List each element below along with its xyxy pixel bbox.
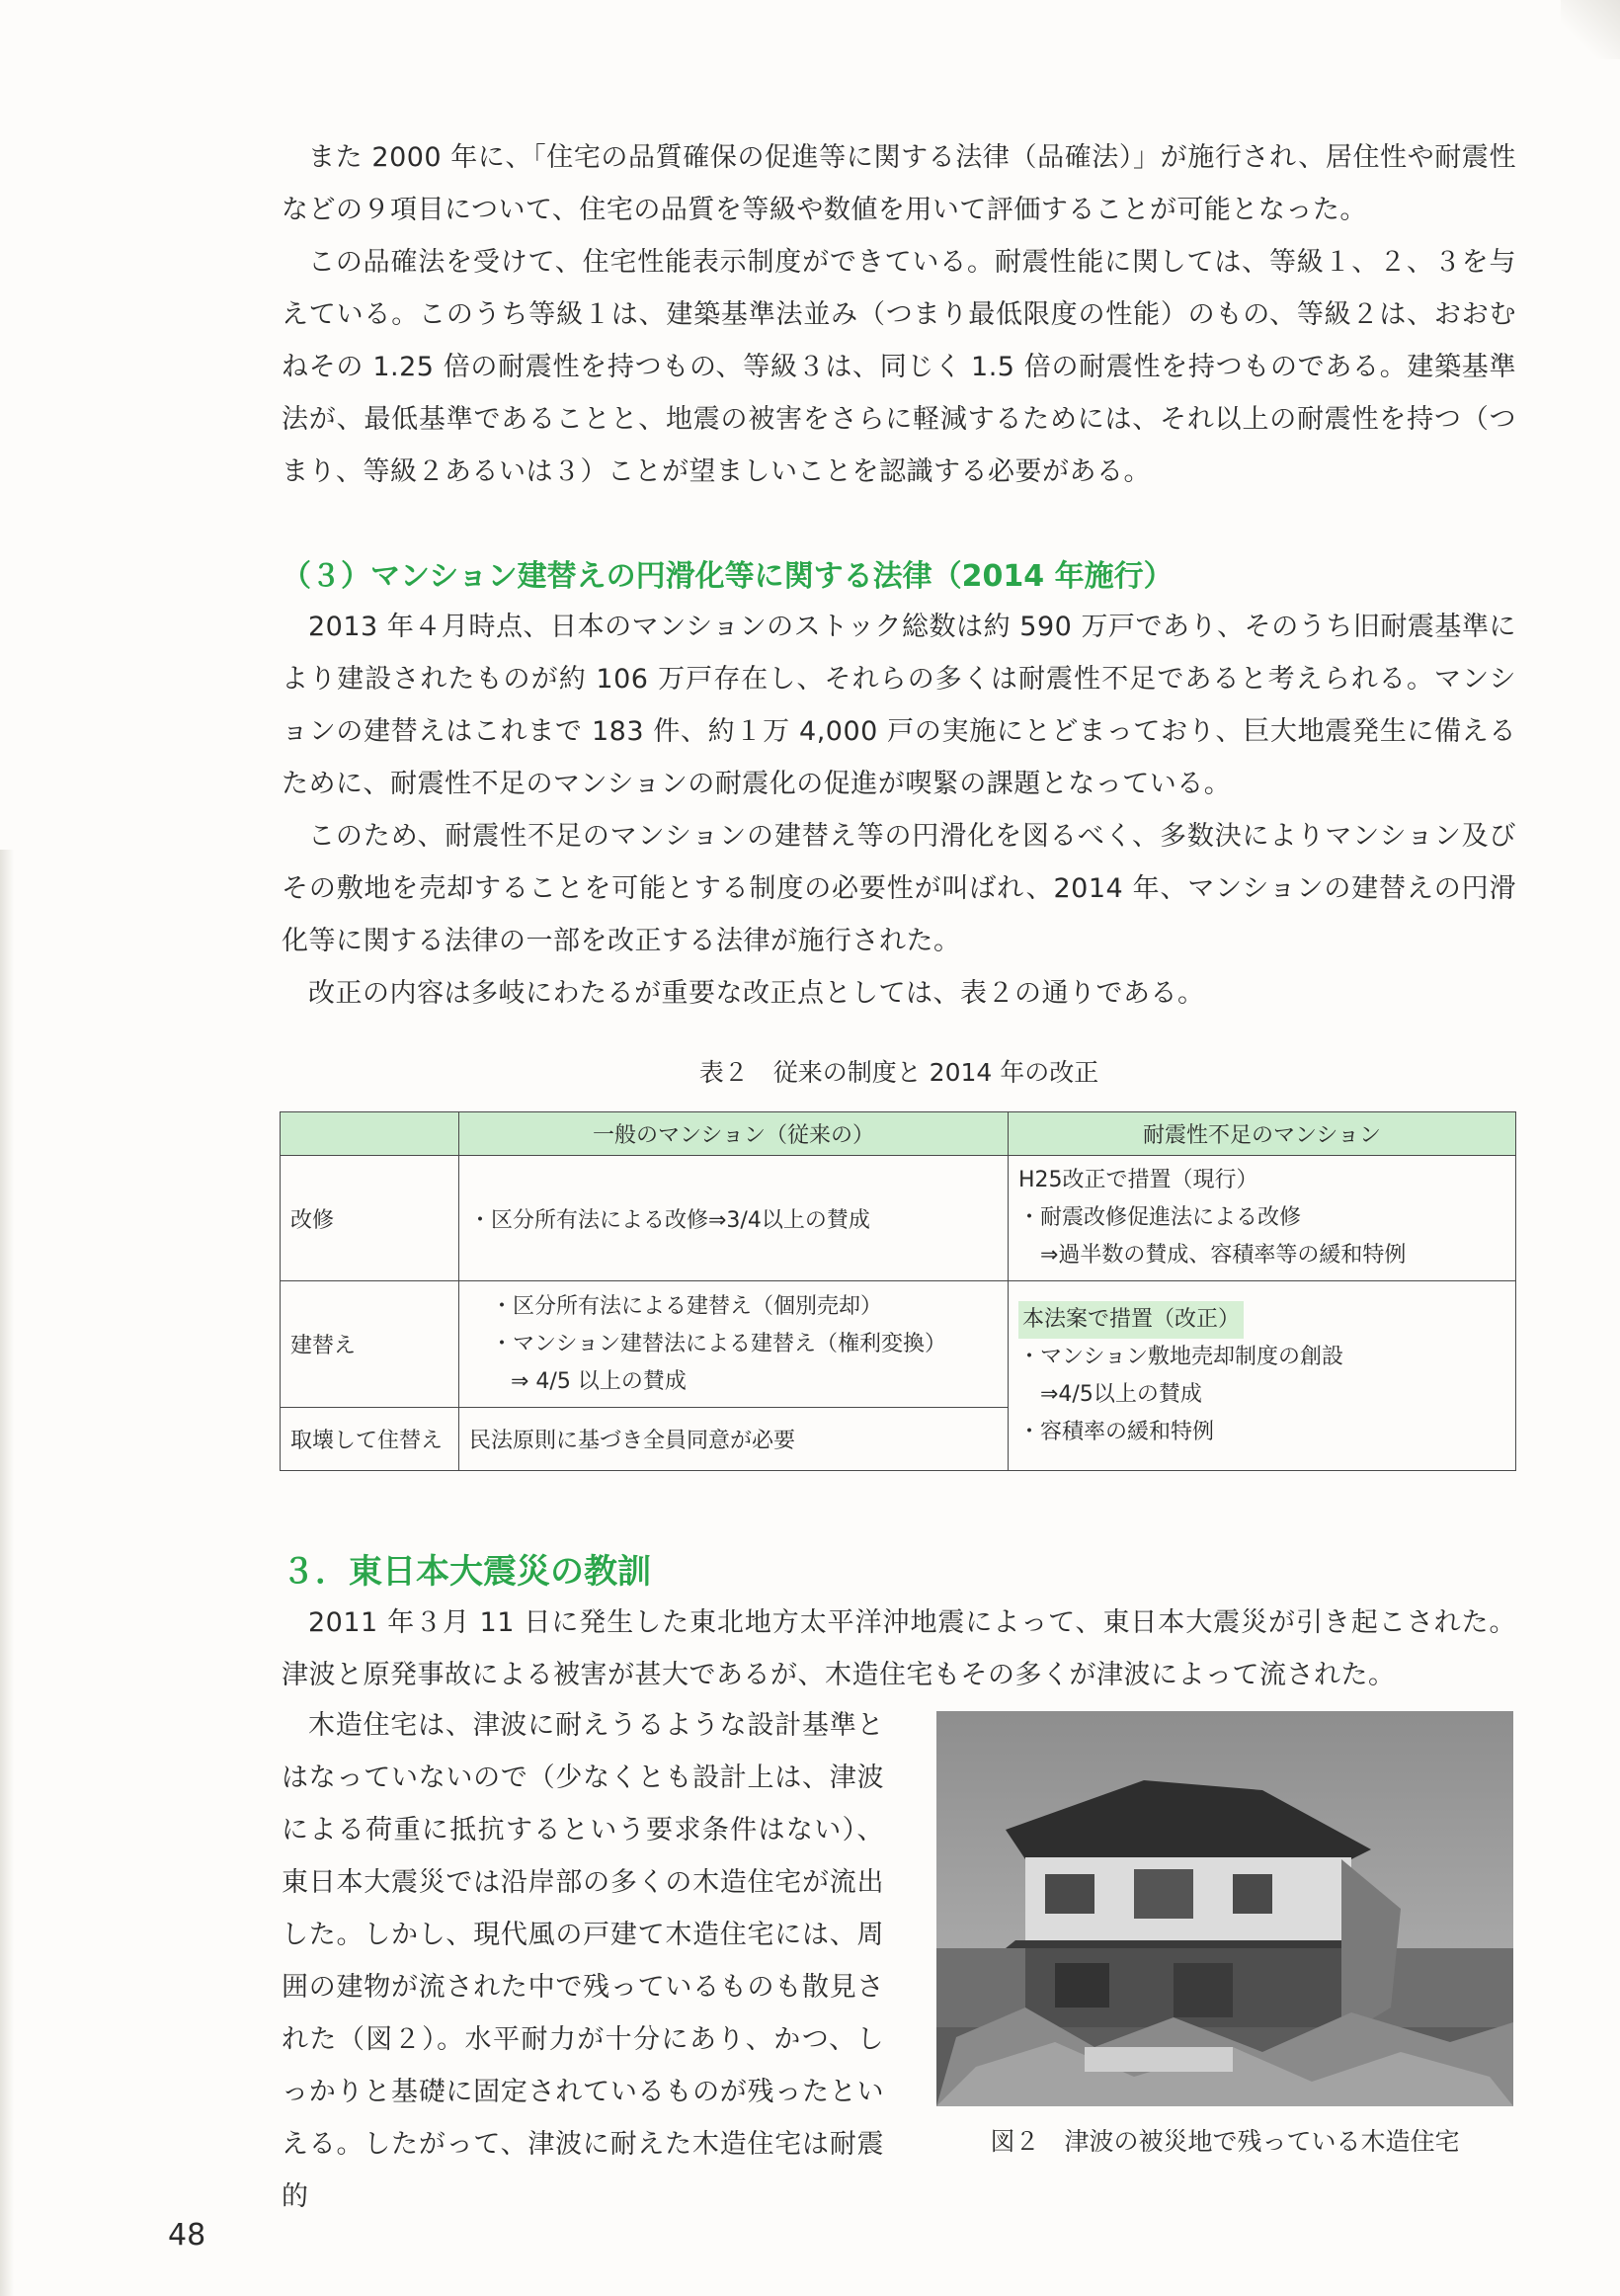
page-number: 48 (168, 2218, 206, 2253)
paragraph-wooden-houses: 木造住宅は、津波に耐えうるような設計基準とはなっていないので（少なくとも設計上は、津波による荷重に抵抗するという要求条件はない）、東日本大震災では沿岸部の多くの木造住宅が流出した。しかし、現代風の戸建て木造住宅には、周囲の建物が流された中で残っているものも散見された（図２）。水平耐力が十分にあり、かつ、しっかりと基礎に固定されているものが残ったといえる。したがって、津波に耐えた木造住宅は耐震的 (282, 1710, 884, 2212)
repair-weak-title: H25改正で措置（現行） (1018, 1168, 1258, 1192)
rebuild-weak-result: ⇒4/5以上の賛成 (1040, 1381, 1202, 1407)
table-header-weak: 耐震性不足のマンション (1009, 1112, 1516, 1156)
rebuild-general-result: ⇒ 4/5 以上の賛成 (511, 1368, 687, 1394)
figure2-photo-surviving-wooden-house (936, 1711, 1513, 2106)
cell-rebuild-general (459, 1281, 1009, 1408)
cell-demolish-general: 民法原則に基づき全員同意が必要 (459, 1408, 1009, 1471)
rebuild-weak-title: 本法案で措置（改正） (1018, 1301, 1244, 1339)
cell-repair-general: ・区分所有法による改修⇒3/4以上の賛成 (459, 1156, 1009, 1281)
page-edge-shadow (0, 850, 14, 2296)
table-header-general: 一般のマンション（従来の） (459, 1112, 1009, 1156)
paragraph-hinkakuho: また 2000 年に、「住宅の品質確保の促進等に関する法律（品確法）」が施行され、居住性や耐震性などの９項目について、住宅の品質を等級や数値を用いて評価することが可能となった。 (282, 142, 1516, 225)
table-row-rebuild (281, 1281, 1516, 1408)
rebuild-weak-item-2: ・容積率の緩和特例 (1018, 1419, 1215, 1444)
section-heading-earthquake-lessons: ３．東日本大震災の教訓 (282, 1552, 651, 1592)
rebuild-general-item-2: ・マンション建替法による建替え（権利変換） (491, 1331, 947, 1356)
row-label-repair: 改修 (281, 1156, 459, 1281)
figure2-caption: 図２ 津波の被災地で残っている木造住宅 (990, 2127, 1460, 2156)
rebuild-general-item-1: ・区分所有法による建替え（個別売却） (491, 1293, 883, 1319)
paragraph-great-east-japan-earthquake: 2011 年３月 11 日に発生した東北地方太平洋沖地震によって、東日本大震災が引き起こされた。津波と原発事故による被害が甚大であるが、木造住宅もその多くが津波によって流された。 (282, 1607, 1516, 1690)
repair-weak-item: ・耐震改修促進法による改修 (1018, 1205, 1302, 1230)
cell-repair-weak (1009, 1156, 1516, 1281)
subsection-heading-mansion-law: （３）マンション建替えの円滑化等に関する法律（2014 年施行） (282, 559, 1174, 594)
paragraph-performance-grades: この品確法を受けて、住宅性能表示制度ができている。耐震性能に関しては、等級１、２、３を与えている。このうち等級１は、建築基準法並み（つまり最低限度の性能）のもの、等級２は、おおむねその 1.25 倍の耐震性を持つもの、等級３は、同じく 1.5 倍の耐震性を持つものである。建築基準法が、最低基準であることと、地震の被害をさらに軽減するためには、それ以上の耐震性を持つ（つまり、等級２あるいは３）ことが望ましいことを認識する必要がある。 (282, 247, 1516, 487)
rebuild-weak-item-1: ・マンション敷地売却制度の創設 (1018, 1344, 1344, 1369)
table-header-row (281, 1112, 1516, 1156)
table-row-repair (281, 1156, 1516, 1281)
cell-rebuild-weak (1009, 1281, 1516, 1471)
row-label-rebuild: 建替え (281, 1281, 459, 1408)
paragraph-mansion-stock: 2013 年４月時点、日本のマンションのストック総数は約 590 万戸であり、そのうち旧耐震基準により建設されたものが約 106 万戸存在し、それらの多くは耐震性不足であると考えられる。マンションの建替えはこれまで 183 件、約１万 4,000 戸の実施にとどまっており、巨大地震発生に備えるために、耐震性不足のマンションの耐震化の促進が喫緊の課題となっている。 (282, 612, 1516, 799)
page-corner-shadow (1561, 0, 1620, 59)
table-header-blank (281, 1112, 459, 1156)
paragraph-table-intro: 改正の内容は多岐にわたるが重要な改正点としては、表２の通りである。 (308, 978, 1205, 1009)
table-system-comparison (280, 1111, 1516, 1471)
table-caption: 表２ 従来の制度と 2014 年の改正 (698, 1058, 1099, 1087)
repair-weak-result: ⇒過半数の賛成、容積率等の緩和特例 (1040, 1243, 1407, 1268)
row-label-demolish: 取壊して住替え (281, 1408, 459, 1471)
paragraph-law-amendment: このため、耐震性不足のマンションの建替え等の円滑化を図るべく、多数決によりマンション及びその敷地を売却することを可能とする制度の必要性が叫ばれ、2014 年、マンションの建替えの円滑化等に関する法律の一部を改正する法律が施行された。 (282, 821, 1516, 956)
